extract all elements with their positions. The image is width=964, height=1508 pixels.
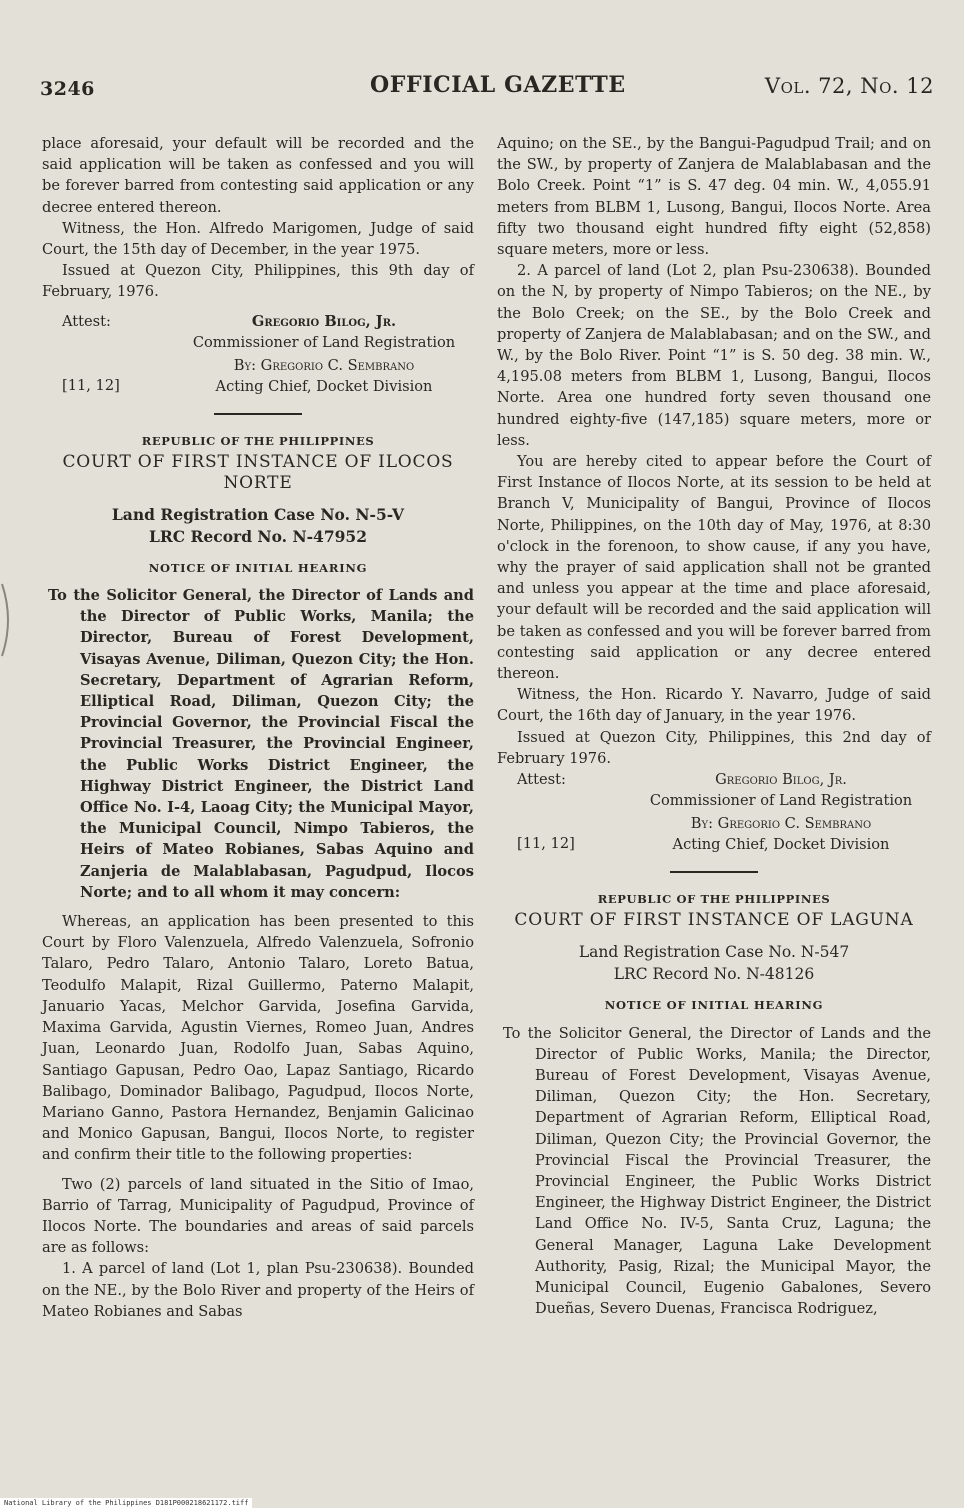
paragraph: Aquino; on the SE., by the Bangui-Pagudpud Trail; and on the SW., by property of Zanjera de Malablabasan and the Bolo Creek. Point “1” is S. 47 deg. 04 min. W., 4,055.91 meters from BLBM 1, Lusong, Bangui, Ilocos Norte. Area fifty two thousand eight hundred fifty eight (52,858) square meters, more or less. xyxy=(497,135,931,259)
case-number: Land Registration Case No. N-547 xyxy=(578,943,850,962)
signatory-title: Commissioner of Land Registration xyxy=(192,333,456,351)
section-divider xyxy=(670,871,758,873)
publication-title: OFFICIAL GAZETTE xyxy=(370,72,626,98)
by-title: Acting Chief, Docket Division xyxy=(672,836,890,854)
by-title: Acting Chief, Docket Division xyxy=(215,377,433,395)
signatory-name: Gregorio Bilog, Jr. xyxy=(715,771,847,789)
addressees: To the Solicitor General, the Director of Lands and the Director of Public Works, Manila; the Director, Bureau of Forest Development, Visayas Avenue, Diliman, Quezon City; the Hon. Secretary, Department of Agrarian Reform, Elliptical Road, Diliman, Quezon City; the Provincial Governor, the Provincial Fiscal the Provincial Treasurer, the Provincial Engineer, the Public Works District Engineer, the Highway District Engineer, the District Land Office No. IV-5, Santa Cruz, Laguna; the General Manager, Laguna Lake Development Authority, Pasig, Rizal; the Municipal Mayor, the Municipal Council, Eugenio Gabalones, Severo Dueñas, Severo Duenas, Francisca Rodriguez, xyxy=(503,1024,931,1318)
paragraph: Issued at Quezon City, Philippines, this 2nd day of February 1976. xyxy=(497,728,931,767)
signatory-name: Gregorio Bilog, Jr. xyxy=(251,312,397,330)
court-heading: COURT OF FIRST INSTANCE OF ILOCOS NORTE xyxy=(62,451,454,493)
attest-label: Attest: xyxy=(517,771,566,789)
by-signature xyxy=(42,355,474,399)
reference-number: [11, 12] xyxy=(517,835,575,853)
right-column xyxy=(497,133,931,1319)
addressees: To the Solicitor General, the Director of Lands and the Director of Public Works, Manila; the Director, Bureau of Forest Development, Visayas Avenue, Diliman, Quezon City; the Hon. Secretary, Department of Agrarian Reform, Elliptical Road, Diliman, Quezon City; the Provincial Governor, the Provincial Fiscal the Provincial Treasurer, the Provincial Engineer, the Public Works District Engineer, the Highway District Engineer, the District Land Office No. I-4, Laoag City; the Municipal Mayor, the Municipal Council, Nimpo Tabieros, the Heirs of Mateo Robianes, Sabas Aquino and Zanjeria de Malablabasan, Pagudpud, Ilocos Norte; and to all whom it may concern: xyxy=(48,587,474,901)
paragraph: place aforesaid, your default will be recorded and the said application will be taken as confessed and you will be forever barred from contesting said application or any decree entered thereon. xyxy=(42,135,474,216)
paragraph: You are hereby cited to appear before the Court of First Instance of Ilocos Norte, at its session to be held at Branch V, Municipality of Bangui, Province of Ilocos Norte, Philippines, on the 10th day of May, 1976, at 8:30 o'clock in the forenoon, to show cause, if any you have, why the prayer of said application shall not be granted and unless you appear at the time and place aforesaid, your default will be recorded and the said application will be taken as confessed and you will be forever barred from contesting said application or any decree entered thereon. xyxy=(497,453,931,683)
republic-heading: REPUBLIC OF THE PHILIPPINES xyxy=(597,892,831,907)
paragraph: Two (2) parcels of land situated in the Sitio of Imao, Barrio of Tarrag, Municipality of Pagudpud, Province of Ilocos Norte. The boundaries and areas of said parcels are as follows: xyxy=(42,1175,474,1257)
notice-heading: NOTICE OF INITIAL HEARING xyxy=(148,560,368,575)
attestation xyxy=(42,311,474,355)
page-header xyxy=(40,68,934,110)
binding-mark xyxy=(0,580,16,660)
attest-label: Attest: xyxy=(62,312,111,330)
paragraph: 2. A parcel of land (Lot 2, plan Psu-230638). Bounded on the N, by property of Nimpo Tabieros; on the NE., by the Bolo Creek; on the SE., by the Bolo Creek and property of Zanjera de Malablabasan; and on the SW., and W., by the Bolo River. Point “1” is S. 50 deg. 38 min. W., 4,195.08 meters from BLBM 1, Lusong, Bangui, Ilocos Norte. Area one hundred forty seven thousand one hundred eighty-five (147,185) square meters, more or less. xyxy=(497,262,931,449)
case-number: Land Registration Case No. N-5-V xyxy=(111,504,405,524)
by-name: By: Gregorio C. Sembrano xyxy=(233,356,415,374)
signatory-title: Commissioner of Land Registration xyxy=(649,792,913,810)
reference-number: [11, 12] xyxy=(62,376,120,394)
paragraph: Witness, the Hon. Ricardo Y. Navarro, Judge of said Court, the 16th day of January, in the year 1976. xyxy=(497,686,931,725)
paragraph: Witness, the Hon. Alfredo Marigomen, Judge of said Court, the 15th day of December, in the year 1975. xyxy=(42,219,474,259)
by-name: By: Gregorio C. Sembrano xyxy=(690,815,872,833)
volume-number: Vol. 72, No. 12 xyxy=(764,74,934,98)
republic-heading: REPUBLIC OF THE PHILIPPINES xyxy=(141,433,375,448)
court-heading: COURT OF FIRST INSTANCE OF LAGUNA xyxy=(514,910,914,931)
scan-footer: National Library of the Philippines D181P000218621172.tiff xyxy=(0,1498,252,1508)
by-signature xyxy=(497,813,931,857)
left-column xyxy=(42,133,474,1322)
paragraph: Whereas, an application has been presented to this Court by Floro Valenzuela, Alfredo Valenzuela, Sofronio Talaro, Pedro Talaro, Antonio Talaro, Loreto Batua, Teodulfo Malapit, Rizal Guillermo, Paterno Malapit, Januario Yacas, Melchor Garvida, Josefina Garvida, Maxima Garvida, Agustin Viernes, Romeo Juan, Andres Juan, Leonardo Juan, Rodolfo Juan, Sabas Aquino, Santiago Gapusan, Pedro Oao, Lapaz Santiago, Ricardo Balibago, Dominador Balibago, Pagudpud, Ilocos Norte, Mariano Ganno, Pastora Hernandez, Benjamin Galicinao and Monico Gapusan, Bangui, Ilocos Norte, to register and confirm their title to the following properties: xyxy=(42,913,474,1164)
attestation xyxy=(497,769,931,813)
section-divider xyxy=(214,413,302,415)
notice-heading: NOTICE OF INITIAL HEARING xyxy=(604,998,824,1013)
lrc-record-number: LRC Record No. N-48126 xyxy=(613,965,815,984)
paragraph: Issued at Quezon City, Philippines, this 9th day of February, 1976. xyxy=(42,262,474,301)
page-number: 3246 xyxy=(40,78,95,100)
lrc-record-number: LRC Record No. N-47952 xyxy=(149,526,367,546)
paragraph: 1. A parcel of land (Lot 1, plan Psu-230638). Bounded on the NE., by the Bolo River and property of the Heirs of Mateo Robianes and Sabas xyxy=(42,1260,474,1320)
